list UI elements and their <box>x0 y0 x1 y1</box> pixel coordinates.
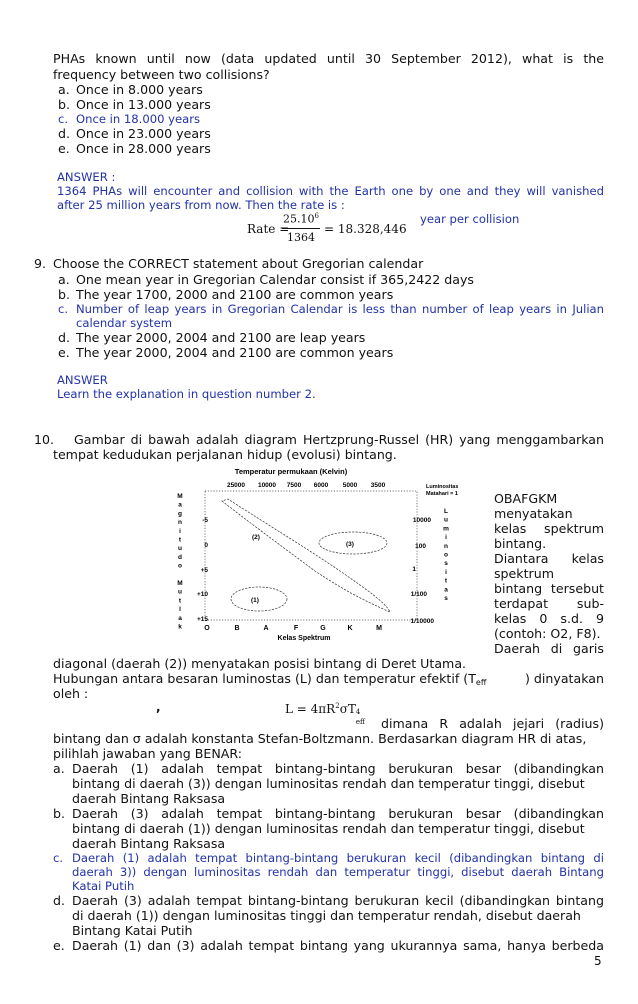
right-tick: 1/100 <box>410 591 427 598</box>
bottom-title: Kelas Spektrum <box>277 635 331 642</box>
stray-comma: , <box>156 700 161 714</box>
hr-diagram <box>170 463 488 655</box>
left-axis-label-char: o <box>178 562 182 570</box>
left-axis-label-char: a <box>178 614 182 622</box>
side-line-11: Daerah di garis <box>494 641 604 656</box>
q9-answer-text: Learn the explanation in question number 2. <box>57 387 316 401</box>
left-tick: +15 <box>196 616 208 623</box>
left-axis-label-char: n <box>178 519 182 527</box>
side-line-4: bintang. <box>494 536 547 551</box>
q8-stem-line-2: frequency between two collisions? <box>53 67 270 82</box>
left-tick: +10 <box>196 591 208 598</box>
q8-option-e-letter: e. <box>58 141 70 156</box>
q8-option-d: Once in 23.000 years <box>76 126 211 141</box>
after-formula-line-2: pilihlah jawaban yang BENAR: <box>53 746 242 761</box>
q10-stem-line-1: Gambar di bawah adalah diagram Hertzprung-Russel (HR) yang menggambarkan <box>74 432 604 447</box>
spectral-tick: G <box>320 625 326 632</box>
spectral-tick: K <box>347 625 353 632</box>
after-line-3: oleh : <box>53 686 89 701</box>
q8-option-c-letter: c. <box>58 112 69 126</box>
q9-option-e: The year 2000, 2004 and 2100 are common years <box>76 345 394 360</box>
after-line-2: Hubungan antara besaran luminostas (L) dan temperatur efektif (Teff ) dinyatakan <box>53 671 604 687</box>
q10-option-b-letter: b. <box>53 806 65 821</box>
q9-option-b-letter: b. <box>58 287 70 302</box>
spectral-tick: B <box>234 625 240 632</box>
formula-result: = 18.328,446 <box>324 222 407 236</box>
region-label: (3) <box>346 541 354 548</box>
top-tick: 7500 <box>286 482 302 489</box>
left-tick: 0 <box>204 542 208 549</box>
q9-option-d: The year 2000, 2004 and 2100 are leap years <box>76 330 366 345</box>
q8-option-d-letter: d. <box>58 126 70 141</box>
right-title-2: Matahari = 1 <box>426 491 458 497</box>
formula-numerator: 25.10$^6$ <box>283 212 319 226</box>
q8-option-c-correct: Once in 18.000 years <box>76 112 201 126</box>
q10-option-c-correct-line-3: Katai Putih <box>72 879 135 893</box>
top-tick: 5000 <box>342 482 358 489</box>
region-2-main-sequence <box>222 499 390 612</box>
q9-option-c-letter: c. <box>58 302 69 316</box>
q10-option-b-line-3: daerah Bintang Raksasa <box>72 836 226 851</box>
q10-option-d-line-1: Daerah (3) adalah tempat bintang-bintang berukuran kecil (dibandingkan bintang <box>72 893 604 908</box>
q8-option-e: Once in 28.000 years <box>76 141 211 156</box>
q10-option-d-line-3: Bintang Katai Putih <box>72 923 193 938</box>
left-tick: -5 <box>202 517 208 524</box>
left-axis-label-char: u <box>178 545 182 553</box>
q10-option-a-line-3: daerah Bintang Raksasa <box>72 791 226 806</box>
q9-option-b: The year 1700, 2000 and 2100 are common years <box>76 287 394 302</box>
right-axis-label-char: i <box>445 568 447 576</box>
side-line-9: kelas 0 s.d. 9 <box>494 611 604 626</box>
side-line-8: terdapat sub- <box>494 596 604 611</box>
right-axis-label-char: s <box>444 595 448 602</box>
q10-option-c-correct-line-2: daerah 3)) dengan luminositas rendah dan temperatur tinggi, disebut daerah Bintang <box>72 865 604 879</box>
q10-stem-line-2: tempat kedudukan perjalanan hidup (evolusi) bintang. <box>53 447 397 462</box>
right-title-1: Luminositas <box>426 484 459 490</box>
fraction-bar <box>282 228 320 229</box>
left-tick: +5 <box>200 567 208 574</box>
q10-option-d-letter: d. <box>53 893 65 908</box>
spectral-tick: F <box>293 625 299 632</box>
q10-option-d-line-2: di daerah (1)) dengan luminositas tinggi dan temperatur rendah, disebut daerah <box>72 908 581 923</box>
q9-option-e-letter: e. <box>58 345 70 360</box>
page-number: 5 <box>594 954 602 968</box>
where-text: dimana R adalah jejari (radius) <box>381 716 604 731</box>
q9-option-c-correct: Number of leap years in Gregorian Calendar is less than number of leap years in Julian <box>76 302 604 316</box>
q10-number: 10. <box>34 432 55 447</box>
plot-frame <box>205 491 417 620</box>
right-axis-label-char: i <box>445 534 447 542</box>
q10-option-b-line-1: Daerah (3) adalah tempat bintang-bintang berukuran besar (dibandingkan <box>72 806 604 821</box>
right-axis-label-char: m <box>443 525 449 533</box>
region-1-white-dwarfs <box>231 587 287 611</box>
right-tick: 100 <box>415 543 426 550</box>
left-axis-label-char: k <box>178 623 182 631</box>
q8-option-b: Once in 13.000 years <box>76 97 211 112</box>
q10-option-a-letter: a. <box>53 761 65 776</box>
left-axis-label-char: t <box>178 597 182 605</box>
after-formula-line-1: bintang dan σ adalah konstanta Stefan-Boltzmann. Berdasarkan diagram HR di atas, <box>53 731 587 746</box>
q9-option-c-cont: calendar system <box>76 316 173 330</box>
side-line-3: kelas spektrum <box>494 521 604 536</box>
q9-option-d-letter: d. <box>58 330 70 345</box>
q9-answer-label: ANSWER <box>57 373 108 387</box>
formula-lhs: Rate = <box>247 222 290 236</box>
q8-option-b-letter: b. <box>58 97 70 112</box>
side-line-10: (contoh: O2, F8). <box>494 626 601 641</box>
side-line-2: menyatakan <box>494 506 573 521</box>
q8-answer-line-1: 1364 PHAs will encounter and collision with the Earth one by one and they will vanished <box>57 184 604 198</box>
left-axis-label-char: l <box>179 606 181 614</box>
right-axis-label-char: n <box>444 542 448 550</box>
q8-option-a: Once in 8.000 years <box>76 82 203 97</box>
q10-option-a-line-1: Daerah (1) adalah tempat bintang-bintang berukuran besar (dibandingkan <box>72 761 604 776</box>
right-axis-label-char: t <box>444 577 448 585</box>
side-line-5: Diantara kelas <box>494 551 604 566</box>
right-axis-label-char: a <box>444 586 448 594</box>
right-axis-label-char: s <box>444 560 448 568</box>
side-line-7: bintang tersebut <box>494 581 604 596</box>
q9-option-a-letter: a. <box>58 272 70 287</box>
left-axis-label-char: u <box>178 588 182 596</box>
q9-stem: Choose the CORRECT statement about Gregorian calendar <box>53 256 424 271</box>
left-axis-label-char: a <box>178 501 182 509</box>
spectral-tick: A <box>263 625 269 632</box>
left-axis-label-char: M <box>177 493 183 500</box>
right-tick: 1/10000 <box>410 618 434 625</box>
q8-answer-label: ANSWER : <box>57 170 116 184</box>
after-line-1: diagonal (daerah (2)) menyatakan posisi bintang di Deret Utama. <box>53 656 467 671</box>
right-axis-label-char: L <box>444 508 448 515</box>
side-line-1: OBAFGKM <box>494 491 558 506</box>
q10-option-e-letter: e. <box>53 938 65 953</box>
q8-unit-text: year per collision <box>420 212 520 226</box>
luminosity-formula: $L = 4\pi R^2\sigma T$ 4 eff <box>285 702 366 726</box>
left-axis-label-char: g <box>178 510 182 518</box>
top-tick: 6000 <box>313 482 329 489</box>
formula-denominator: 1364 <box>287 231 315 244</box>
left-axis-label-char: d <box>178 553 182 561</box>
left-axis-label-char: M <box>177 580 183 587</box>
right-axis-label-char: u <box>444 516 448 524</box>
top-tick: 25000 <box>226 482 246 489</box>
q9-option-a: One mean year in Gregorian Calendar consist if 365,2422 days <box>76 272 474 287</box>
right-axis-label <box>443 508 449 602</box>
right-tick: 10000 <box>412 517 431 524</box>
q10-option-b-line-2: bintang di daerah (1)) dengan luminositas rendah dan temperatur tinggi, disebut <box>72 821 585 836</box>
diagram-top-title: Temperatur permukaan (Kelvin) <box>234 467 348 476</box>
top-tick: 10000 <box>257 482 277 489</box>
q10-option-c-letter: c. <box>53 851 64 865</box>
q8-answer-line-2: after 25 million years from now. Then the rate is : <box>57 198 345 212</box>
q8-option-a-letter: a. <box>58 82 70 97</box>
spectral-tick: O <box>204 625 210 632</box>
region-outlines <box>222 499 390 612</box>
q9-number: 9. <box>34 256 47 271</box>
top-tick: 3500 <box>370 482 386 489</box>
left-axis-label <box>177 493 182 631</box>
left-axis-label-char: t <box>178 536 182 544</box>
q10-option-c-correct-line-1: Daerah (1) adalah tempat bintang-bintang berukuran kecil (dibandingkan bintang di <box>72 851 604 865</box>
side-line-6: spektrum <box>494 566 554 581</box>
region-label: (1) <box>251 597 259 604</box>
q8-stem-line-1: PHAs known until now (data updated until 30 September 2012), what is the <box>53 51 604 66</box>
region-label: (2) <box>252 534 260 541</box>
right-axis-label-char: o <box>444 551 448 559</box>
q10-option-e-line-1: Daerah (1) dan (3) adalah tempat bintang yang ukurannya sama, hanya berbeda <box>72 938 604 953</box>
spectral-tick: M <box>376 625 382 632</box>
left-axis-label-char: i <box>179 527 181 535</box>
q10-option-a-line-2: bintang di daerah (3)) dengan luminositas rendah dan temperatur tinggi, disebut <box>72 776 585 791</box>
right-tick: 1 <box>412 566 416 573</box>
